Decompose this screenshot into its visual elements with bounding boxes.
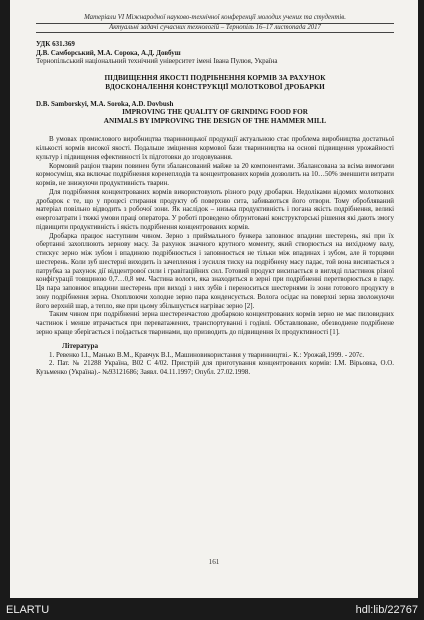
body-paragraph: Таким чином при подрібненні зерна шестеренчастою дробаркою концентрованих кормів зерно не має пиловидних частинок і менше втрачається при переватажених, транспортуванні і годівлі. Обставлюване, обезводнене подрібнене зерно краще зберігається і поїдається тваринами, що призводить до підвищення їх продуктивності [1].	[36, 310, 394, 336]
body-paragraph: Для подрібнення концентрованих кормів використовують різного роду дробарки. Недоліками відомих молоткових дробарок є те, що у процесі стирання продукту об поверхню сита, забиваються його отвори. Тому обробляваний матеріал повільно відводить з робочої зони. Як наслідок – низька продуктивність і погана якість подрібнення, великі енергозатрати і тяжкі умови праці оператора. У роботі проведено обґрунтовані конструкторські рішення які дають змогу підвищити продуктивність і якість подрібнення концентрованих кормів.	[36, 187, 394, 231]
conference-header	[36, 14, 394, 33]
title-ukrainian-line: ПІДВИЩЕННЯ ЯКОСТІ ПОДРІБНЕННЯ КОРМІВ ЗА РАХУНОК	[104, 73, 326, 82]
reference-item: 1. Ревенко І.І., Манько В.М., Кравчук В.І., Машиновикористання у тваринництві.- К.: Урожай,1999. - 207с.	[49, 350, 365, 359]
references-heading: Література	[62, 341, 99, 350]
reference-item: 2. Пат. № 21288 Україна, В02 С 4/02. Пристрій для приготування концентрованих кормів: І.М. Вірьовка, О.О. Кузьменко (Україна).- №93121686; Заявл. 04.11.1997; Опубл. 27.02.1998.	[36, 359, 394, 376]
page-number: 161	[208, 558, 220, 566]
title-english-line: IMPROVING THE QUALITY OF GRINDING FOOD FOR	[122, 108, 308, 117]
references-list	[36, 351, 394, 377]
authors-english: D.B. Samborskyi, M.A. Soroka, A.D. Dovbush	[36, 99, 174, 108]
authors-ukrainian: Д.В. Самборський, М.А. Сорока, А.Д. Довбуш	[36, 48, 181, 57]
affiliation: Тернопільський національний технічний університет імені Івана Пулюя, Україна	[36, 57, 278, 66]
udk-code: УДК 631.369	[36, 40, 75, 48]
title-english-line: ANIMALS BY IMPROVING THE DESIGN OF THE HAMMER MILL	[103, 117, 327, 126]
title-ukrainian	[36, 74, 394, 92]
title-english	[36, 108, 394, 126]
paper-page	[10, 0, 418, 598]
conference-header-line2: Актуальні задачі сучасних технологій – Тернопіль 16–17 листопада 2017	[36, 24, 394, 34]
body-paragraph: Кормовий раціон тварин повинен бути збалансований майже за 20 компонентами. Збалансована за всіма вимогами кормосуміш, яка включає подрібнення коренеплодів та концентрованих кормів дозволить на 10…50% зменшити витрати кормів, не знижуючи продуктивність тварин.	[36, 161, 394, 188]
repository-footer	[0, 598, 424, 620]
title-ukrainian-line: ВДОСКОНАЛЕННЯ КОНСТРУКЦІЇ МОЛОТКОВОЇ ДРОБАРКИ	[105, 82, 325, 91]
body-paragraph: Дробарка працює наступним чином. Зерно з приймального бункера заповнює впадини шестерень, які при їх обертанні захоплюють зернову масу. За рахунок значного крутного моменту, який створюється на вихідному валу, стискує зерно між зубом і впадиною подрібнюється і заповнюється не тільки між впадинах і зубом, але й торцями шестерень. Коли зуб шестерні виходить із зачеплення і зусилля тиску на подрібнену масу падає, той вона висипається з патрубка за рахунок дії відцентрової сили і гравітаційних сил. Готовий продукт висипається в вигляді пластинок різної конфігурації товщиною 0,7…0,8 мм. Частина вологи, яка знаходиться в зерні при подрібненні перетворюється в пару. Ця пара заповнює впадини шестерень при виході з них зубів і переноситься шестернями із зони готового продукту в зону подрібнення зерна. Охоплюючи холодне зерно пара конденсується. Волога осідає на поверхні зерна зволожуючи його верхній шар, а тепло, яке при цьому збільшується нагріває зерно [2].	[36, 231, 394, 310]
body-paragraph: В умовах промислового виробництва тваринницької продукції актуальною стає проблема виробництва достатньої кількості кормів високої якості. Подальше зміцнення кормової бази тваринництва на основі підвищення урожайності культур і підвищення ефективності їх підготовки до згодовування.	[36, 135, 394, 161]
article-body	[36, 135, 394, 336]
conference-header-line1: Матеріали VI Міжнародної науково-технічної конференції молодих учених та студентів.	[36, 14, 394, 24]
footer-repository-name: ELARTU	[6, 604, 50, 616]
footer-handle-link[interactable]: hdl:lib/22767	[355, 604, 418, 616]
